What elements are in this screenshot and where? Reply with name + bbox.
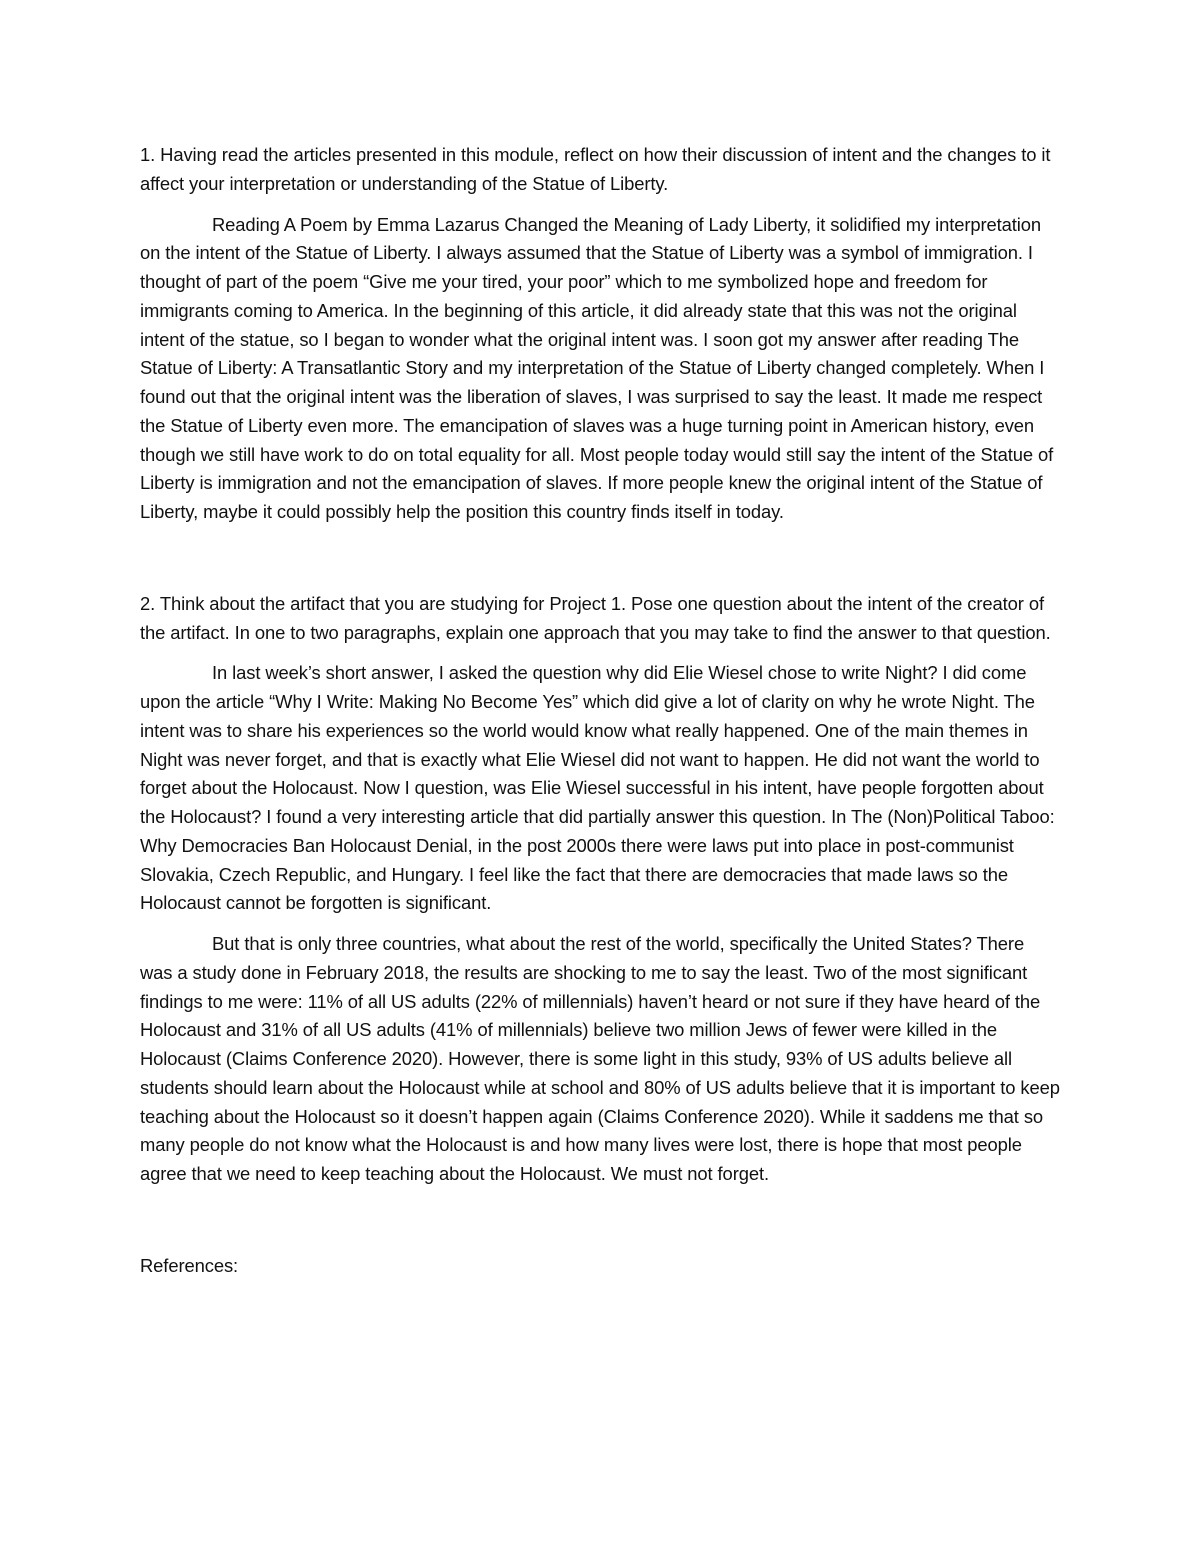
answer-1-paragraph: Reading A Poem by Emma Lazarus Changed the Meaning of Lady Liberty, it solidified my interpretation on the intent of the Statue of Liberty. I always assumed that the Statue of Liberty was a symbol of immigration. I thought of part of the poem “Give me your tired, your poor” which to me symbolized hope and freedom for immigrants coming to America. In the beginning of this article, it did already state that this was not the original intent of the statue, so I began to wonder what the original intent was. I soon got my answer after reading The Statue of Liberty: A Transatlantic Story and my interpretation of the Statue of Liberty changed completely. When I found out that the original intent was the liberation of slaves, I was surprised to say the least. It made me respect the Statue of Liberty even more. The emancipation of slaves was a huge turning point in American history, even though we still have work to do on total equality for all. Most people today would still say the intent of the Statue of Liberty is immigration and not the emancipation of slaves. If more people knew the original intent of the Statue of Liberty, maybe it could possibly help the position this country finds itself in today. — [140, 213, 1054, 522]
answer-2-paragraph-2: But that is only three countries, what about the rest of the world, specifically the United States? There was a study done in February 2018, the results are shocking to me to say the least. Two of the most significant findings to me were: 11% of all US adults (22% of millennials) haven’t heard or not sure if they have heard of the Holocaust and 31% of all US adults (41% of millennials) believe two million Jews of fewer were killed in the Holocaust (Claims Conference 2020). However, there is some light in this study, 93% of US adults believe all students should learn about the Holocaust while at school and 80% of US adults believe that it is important to keep teaching about the Holocaust so it doesn’t happen again (Claims Conference 2020). While it saddens me that so many people do not know what the Holocaust is and how many lives were lost, there is hope that most people agree that we need to keep teaching about the Holocaust. We must not forget. — [140, 933, 1060, 1184]
references-heading: References: — [140, 1254, 239, 1276]
answer-2-paragraph-1: In last week’s short answer, I asked the question why did Elie Wiesel chose to write Night? I did come upon the article “Why I Write: Making No Become Yes” which did give a lot of clarity on why he wrote Night. The intent was to share his experiences so the world would know what really happened. One of the main themes in Night was never forget, and that is exactly what Elie Wiesel did not want to happen. He did not want the world to forget about the Holocaust. Now I question, was Elie Wiesel successful in his intent, have people forgotten about the Holocaust? I found a very interesting article that did partially answer this question. In The (Non)Political Taboo: Why Democracies Ban Holocaust Denial, in the post 2000s there were laws put into place in post-communist Slovakia, Czech Republic, and Hungary. I feel like the fact that there are democracies that made laws so the Holocaust cannot be forgotten is significant. — [140, 662, 1055, 914]
question-2: 2. Think about the artifact that you are studying for Project 1. Pose one question about the intent of the creator of the artifact. In one to two paragraphs, explain one approach that you may take to find the answer to that question. — [140, 592, 1051, 643]
question-1: 1. Having read the articles presented in this module, reflect on how their discussion of intent and the changes to it affect your interpretation or understanding of the Statue of Liberty. — [140, 144, 1051, 194]
